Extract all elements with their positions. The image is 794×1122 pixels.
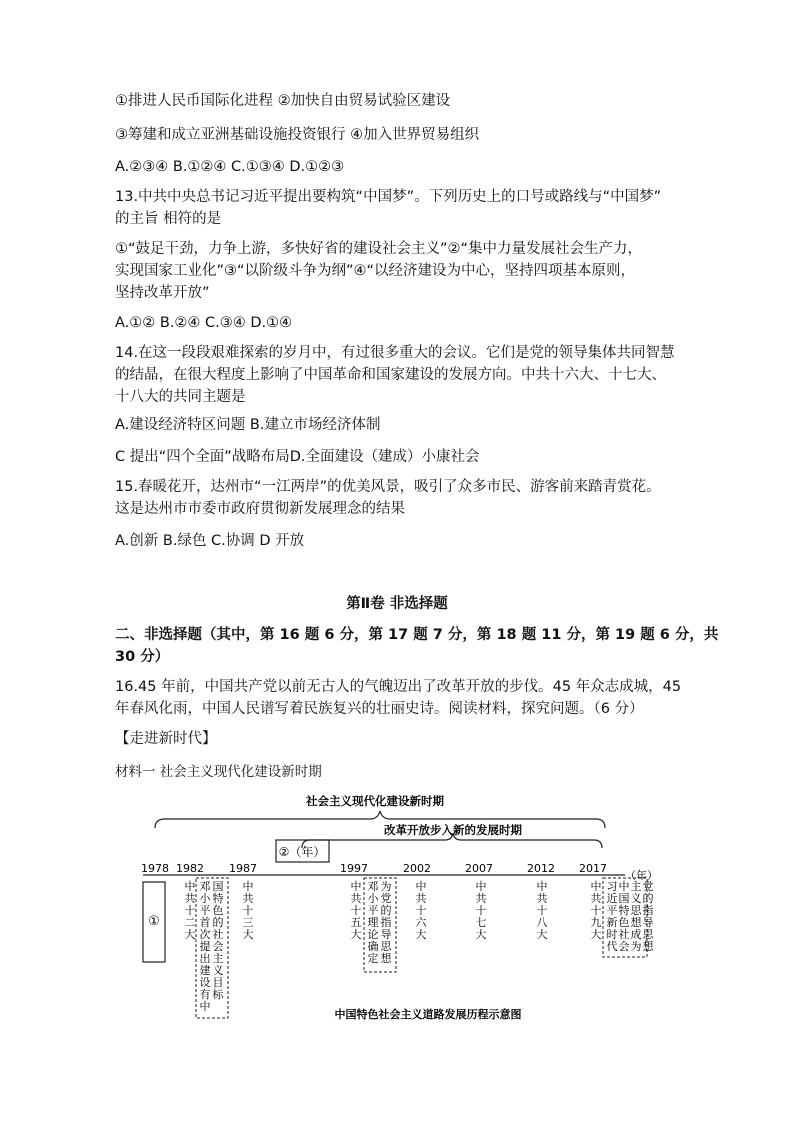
q13-items-line1: ①“鼓足干劲，力争上游，多快好省的建设社会主义”②“集中力量发展社会生产力， [115,241,643,257]
q16-section-title: 【走进新时代】 [115,731,217,747]
blank-1: ① [148,914,160,929]
congress-5: 中共十八大 [536,880,548,941]
blank-2: ②（年） [278,845,326,859]
year-tick-2002: 2002 [403,862,431,875]
q16-stem-cont: 年春风化雨，中国人民谱写着民族复兴的壮丽史诗。阅读材料，探究问题。（6 分） [115,701,644,717]
year-tick-1987: 1987 [229,862,257,875]
q13-items-line2: 实现国家工业化”③“以阶级斗争为纲”④“以经济建设为中心，坚持四项基本原则， [115,263,636,279]
q12-items-line2: ③筹建和成立亚洲基础设施投资银行 ④加入世界贸易组织 [115,127,480,143]
diagram-caption: 中国特色社会主义道路发展历程示意图 [334,1008,522,1021]
q14-stem-cont2: 十八大的共同主题是 [115,389,246,405]
outer-brace [155,811,605,828]
q13-items-line3: 坚持改革开放” [115,285,210,301]
congress-2: 中共十五大 [350,880,362,941]
q13-stem-cont: 的主旨 相符的是 [115,211,222,227]
year-tick-2007: 2007 [465,862,493,875]
material-label: 材料一 社会主义现代化建设新时期 [115,764,322,780]
q13-options: A.①② B.②④ C.③④ D.①④ [115,315,293,331]
year-tick-1982: 1982 [176,862,204,875]
congress-6: 中共十九大 [590,880,602,941]
congress-4: 中共十七大 [475,880,487,941]
part2-heading: 二、非选择题（其中，第 16 题 6 分，第 17 题 7 分，第 18 题 11 分，第 19 题 6 分，共 [115,627,719,643]
q14-options-ab: A.建设经济特区问题 B.建立市场经济体制 [115,417,381,433]
q14-stem: 14.在这一段段艰难探索的岁月中，有过很多重大的会议。它们是党的领导集体共同智慧 [115,345,675,361]
q15-stem: 15.春暖花开，达州市“一江两岸”的优美风景，吸引了众多市民、游客前来踏青赏花。 [115,479,661,495]
inner-brace-label: 改革开放步入新的发展时期 [384,823,522,837]
note-1997: 邓小平理论确定为党的指导思想 [367,880,392,965]
note-2017: 习近平新时代中国特色社会主义思想成为党的指导思想 [606,880,654,953]
q15-options: A.创新 B.绿色 C.协调 D 开放 [115,533,305,549]
year-tick-1997: 1997 [340,862,368,875]
congress-3: 中共十六大 [415,880,427,941]
timeline-diagram [0,785,794,1045]
q14-stem-cont1: 的结晶，在很大程度上影响了中国革命和国家建设的发展方向。中共十六大、十七大、 [115,367,666,383]
q12-options: A.②③④ B.①②④ C.①③④ D.①②③ [115,159,345,175]
q12-items-line1: ①排进人民币国际化进程 ②加快自由贸易试验区建设 [115,93,451,109]
part2-title: 第Ⅱ卷 非选择题 [346,596,448,612]
q15-stem-cont: 这是达州市市委市政府贯彻新发展理念的结果 [115,501,405,517]
congress-0: 中共十二大 [184,880,196,941]
q14-options-cd: C 提出“四个全面”战略布局D.全面建设（建成）小康社会 [115,449,480,465]
q16-stem: 16.45 年前，中国共产党以前无古人的气魄迈出了改革开放的步伐。45 年众志成城，45 [115,679,682,695]
year-tick-1978: 1978 [141,862,169,875]
note-1982: 邓小平首次提出建设有中国特色的社会主义目标 [199,880,224,1013]
year-tick-2017: 2017 [579,862,607,875]
year-tick-2012: 2012 [527,862,555,875]
outer-brace-label: 社会主义现代化建设新时期 [306,794,444,808]
congress-1: 中共十三大 [242,880,254,941]
part2-heading-cont: 30 分） [115,649,170,665]
timeline-unit: （年） [625,869,658,882]
q13-stem: 13.中共中央总书记习近平提出要构筑“中国梦”。下列历史上的口号或路线与“中国梦” [115,189,662,205]
